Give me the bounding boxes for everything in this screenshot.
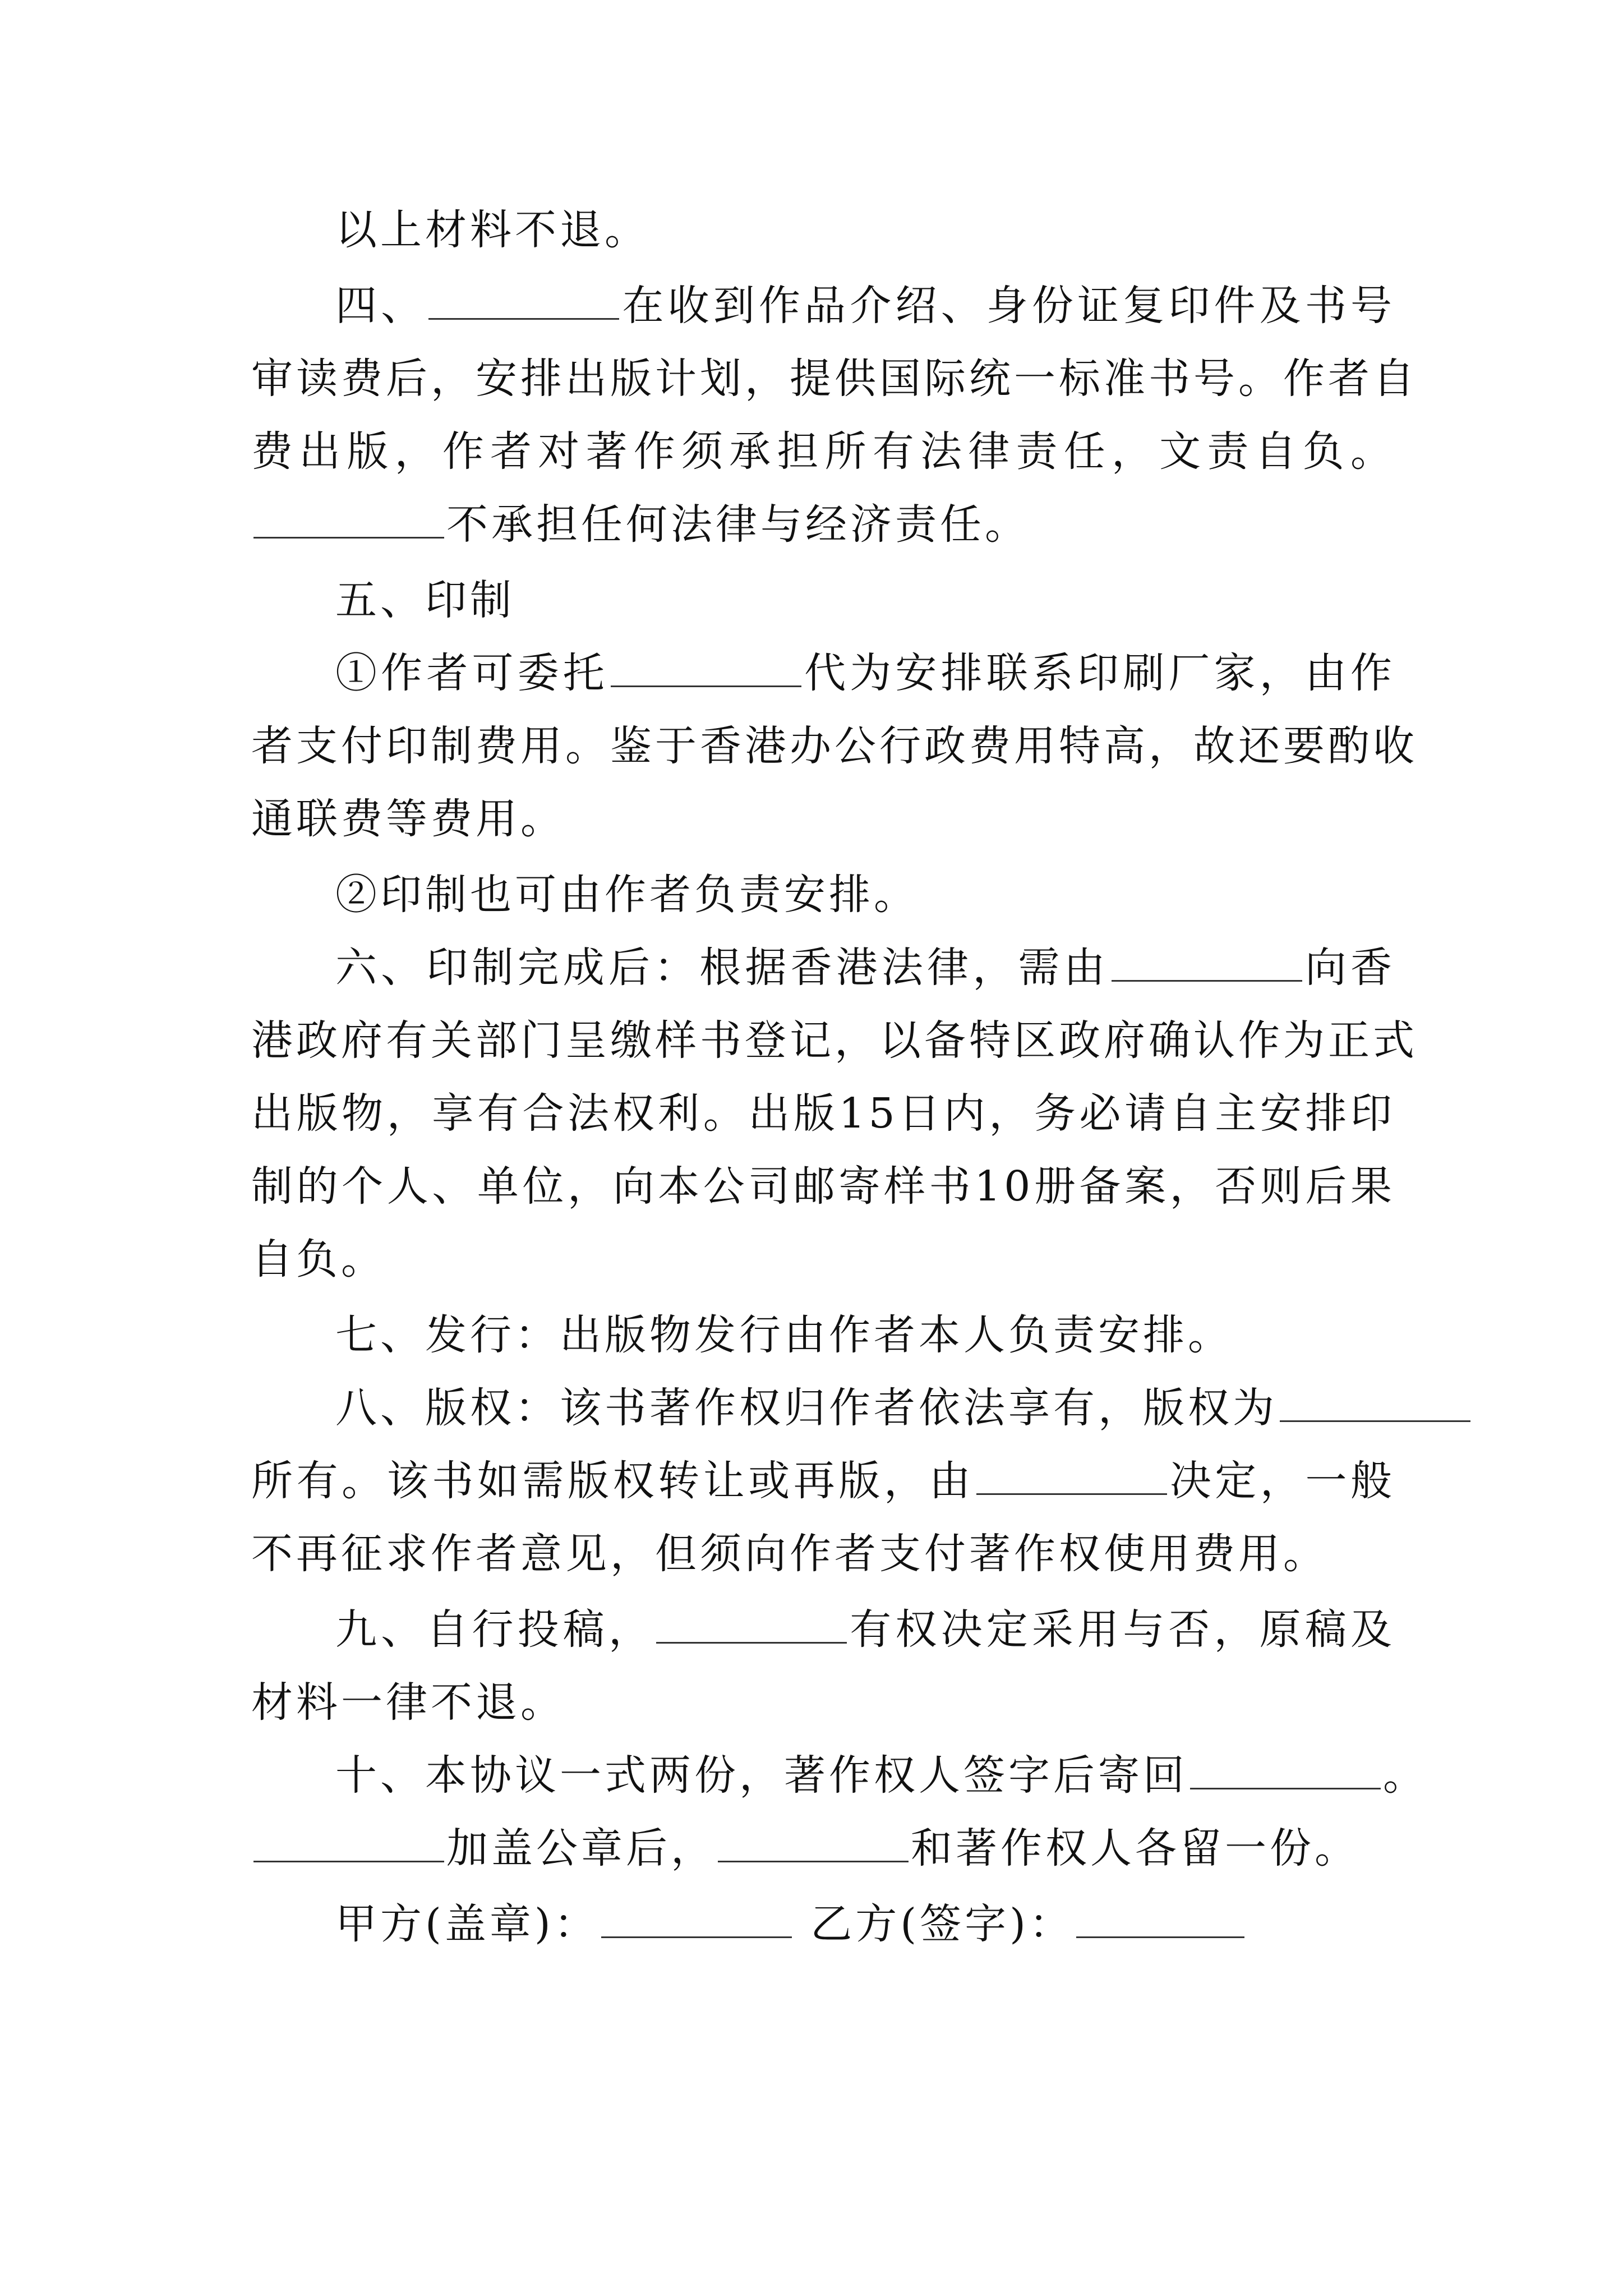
- line-text: 审读费后，安排出版计划，提供国际统一标准书号。作者自: [251, 355, 1418, 403]
- line-text: 以上材料不退。: [335, 206, 649, 254]
- document-line: [251, 351, 1418, 407]
- document-line: [251, 1453, 1395, 1509]
- fill-in-blank[interactable]: [1190, 1754, 1381, 1789]
- fill-in-blank[interactable]: [656, 1608, 847, 1644]
- document-line: [251, 1602, 1395, 1658]
- line-text: 者支付印制费用。鉴于香港办公行政费用特高，故还要酌收: [251, 722, 1418, 770]
- fill-in-blank[interactable]: [253, 1827, 444, 1862]
- line-text: 七、发行：出版物发行由作者本人负责安排。: [335, 1311, 1233, 1359]
- line-text: 和著作权人各留一份。: [911, 1824, 1359, 1872]
- line-text: 费出版，作者对著作须承担所有法律责任，文责自负。: [251, 427, 1395, 476]
- line-text: 通联费等费用。: [251, 795, 565, 843]
- line-text: 九、自行投稿，: [335, 1605, 654, 1654]
- line-text: 自负。: [251, 1235, 386, 1283]
- line-text: 甲方(盖章)：: [335, 1900, 599, 1948]
- line-text: 港政府有关部门呈缴样书登记，以备特区政府确认作为正式: [251, 1016, 1418, 1065]
- fill-in-blank[interactable]: [1076, 1903, 1244, 1938]
- document-line: [251, 718, 1418, 774]
- document-line: [251, 424, 1395, 480]
- document-line: [251, 791, 1395, 847]
- document-line: [251, 202, 1395, 258]
- line-text: 不承担任何法律与经济责任。: [446, 500, 1030, 549]
- document-line: [251, 1747, 1428, 1803]
- line-text: ①作者可委托: [335, 649, 608, 697]
- line-text: 不再征求作者意见，但须向作者支付著作权使用费用。: [251, 1530, 1328, 1578]
- line-text: 乙方(签字)：: [794, 1900, 1075, 1948]
- line-text: 八、版权：该书著作权归作者依法享有，版权为: [335, 1384, 1278, 1432]
- document-line: [251, 940, 1395, 996]
- line-text: 四、: [335, 282, 427, 330]
- document-line: [251, 867, 1395, 923]
- fill-in-blank[interactable]: [428, 284, 619, 320]
- document-line: [251, 1820, 1395, 1876]
- document-line: [251, 1380, 1395, 1436]
- line-text: 向香: [1304, 944, 1396, 992]
- fill-in-blank[interactable]: [976, 1460, 1167, 1495]
- document-line: [251, 1526, 1395, 1582]
- line-text: 五、印制: [335, 576, 515, 624]
- document-line: [251, 1674, 1395, 1731]
- fill-in-blank[interactable]: [601, 1903, 792, 1938]
- document-line: [251, 496, 1395, 553]
- fill-in-blank[interactable]: [1112, 946, 1302, 982]
- line-text: 决定，一般: [1169, 1457, 1396, 1505]
- line-text: 所有。该书如需版权转让或再版，由: [251, 1457, 975, 1505]
- line-text: 十、本协议一式两份，著作权人签字后寄回: [335, 1751, 1188, 1800]
- line-text: 有权决定采用与否，原稿及: [849, 1605, 1396, 1654]
- document-line: [251, 1307, 1395, 1363]
- fill-in-blank[interactable]: [611, 652, 801, 687]
- line-text: ②印制也可由作者负责安排。: [335, 871, 919, 919]
- document-line: [251, 1231, 1395, 1287]
- fill-in-blank[interactable]: [1280, 1387, 1470, 1422]
- line-text: 在收到作品介绍、身份证复印件及书号: [621, 282, 1396, 330]
- document-line: [251, 572, 1395, 628]
- line-text: 加盖公章后，: [446, 1824, 716, 1872]
- document-line: [251, 645, 1395, 701]
- line-text: 材料一律不退。: [251, 1678, 565, 1727]
- document-line: [251, 278, 1395, 334]
- fill-in-blank[interactable]: [253, 503, 444, 539]
- line-text: 制的个人、单位，向本公司邮寄样书10册备案，否则后果: [251, 1162, 1395, 1211]
- document-line: [251, 1896, 1395, 1952]
- line-text: 代为安排联系印刷厂家，由作: [803, 649, 1396, 697]
- fill-in-blank[interactable]: [718, 1827, 909, 1862]
- line-text: 。: [1383, 1751, 1428, 1800]
- line-text: 六、印制完成后：根据香港法律，需由: [335, 944, 1109, 992]
- document-line: [251, 1085, 1395, 1142]
- line-text: 出版物，享有合法权利。出版15日内，务必请自主安排印: [251, 1089, 1395, 1138]
- document-line: [251, 1158, 1395, 1214]
- document-line: [251, 1013, 1418, 1069]
